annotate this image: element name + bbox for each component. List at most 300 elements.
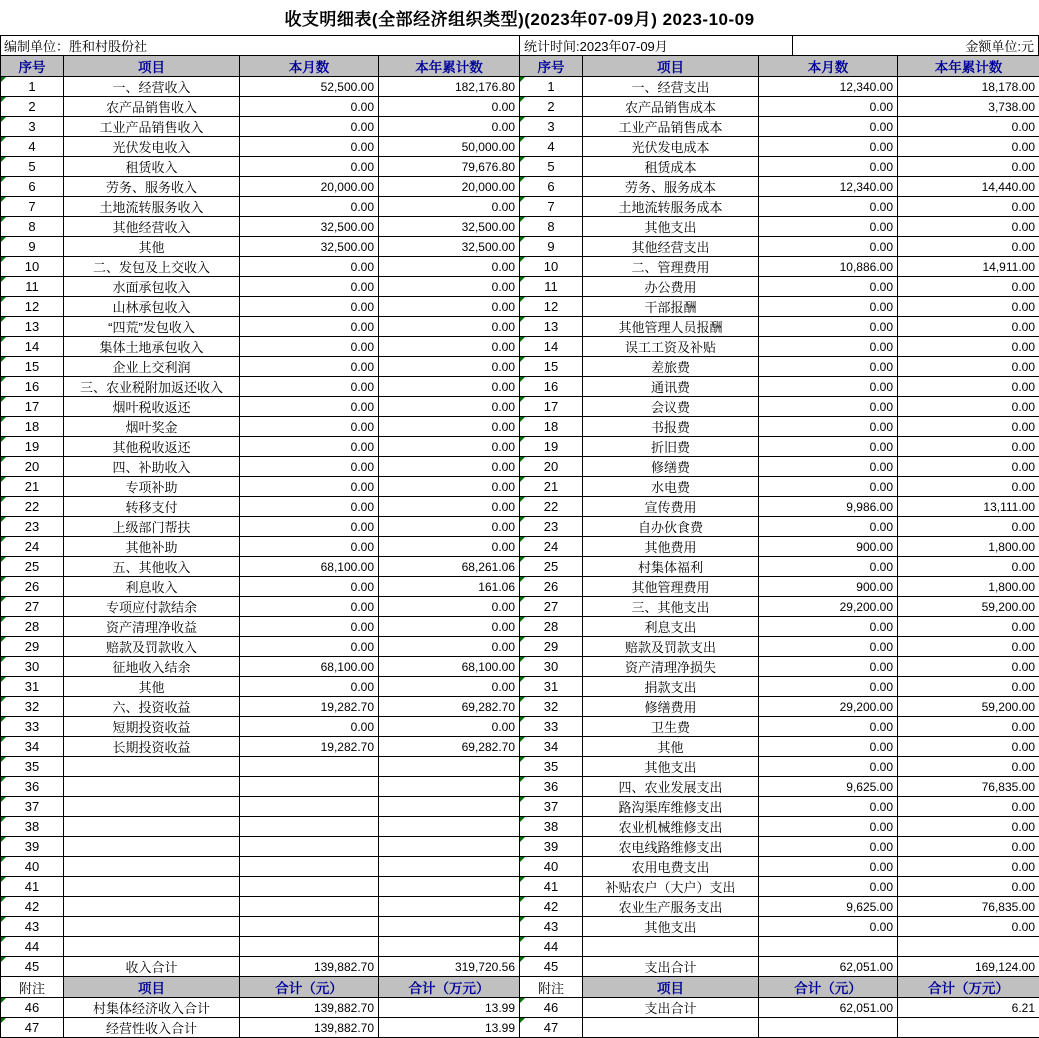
expense-serial-cell[interactable]: 26 (520, 577, 583, 597)
expense-serial-cell[interactable]: 14 (520, 337, 583, 357)
expense-year-cell[interactable]: 0.00 (898, 717, 1039, 737)
expense-month-cell[interactable]: 29,200.00 (759, 697, 898, 717)
expense-serial-cell[interactable]: 6 (520, 177, 583, 197)
expense-year-cell[interactable]: 0.00 (898, 437, 1039, 457)
income-month-cell[interactable] (240, 777, 379, 797)
expense-item-cell[interactable]: 其他支出 (583, 917, 759, 937)
expense-item-cell[interactable]: 自办伙食费 (583, 517, 759, 537)
expense-serial-cell[interactable]: 2 (520, 97, 583, 117)
expense-year-cell[interactable]: 14,911.00 (898, 257, 1039, 277)
expense-month-cell[interactable]: 62,051.00 (759, 957, 898, 977)
income-month-cell[interactable] (240, 897, 379, 917)
expense-serial-cell[interactable]: 22 (520, 497, 583, 517)
income-month-cell[interactable]: 0.00 (240, 137, 379, 157)
income-item-cell[interactable] (64, 877, 240, 897)
income-serial-cell[interactable]: 41 (1, 877, 64, 897)
expense-year-cell[interactable]: 0.00 (898, 837, 1039, 857)
expense-year-cell[interactable]: 1,800.00 (898, 537, 1039, 557)
income-month-cell[interactable]: 0.00 (240, 317, 379, 337)
expense-serial-cell[interactable]: 44 (520, 937, 583, 957)
expense-total-wan-cell[interactable]: 6.21 (898, 998, 1039, 1018)
expense-serial-cell[interactable]: 27 (520, 597, 583, 617)
expense-serial-cell[interactable]: 47 (520, 1018, 583, 1038)
income-serial-cell[interactable]: 45 (1, 957, 64, 977)
income-total-wan-cell[interactable]: 13.99 (379, 1018, 520, 1038)
expense-year-cell[interactable]: 0.00 (898, 477, 1039, 497)
expense-item-cell[interactable]: 赔款及罚款支出 (583, 637, 759, 657)
income-serial-cell[interactable]: 47 (1, 1018, 64, 1038)
income-month-cell[interactable]: 0.00 (240, 517, 379, 537)
income-year-cell[interactable]: 0.00 (379, 517, 520, 537)
income-month-cell[interactable] (240, 877, 379, 897)
expense-month-cell[interactable]: 10,886.00 (759, 257, 898, 277)
expense-item-cell[interactable]: 卫生费 (583, 717, 759, 737)
income-item-cell[interactable]: 劳务、服务收入 (64, 177, 240, 197)
income-month-cell[interactable] (240, 937, 379, 957)
income-year-cell[interactable]: 0.00 (379, 477, 520, 497)
expense-year-cell[interactable]: 76,835.00 (898, 897, 1039, 917)
expense-month-cell[interactable]: 0.00 (759, 797, 898, 817)
income-month-cell[interactable]: 32,500.00 (240, 237, 379, 257)
expense-year-cell[interactable]: 0.00 (898, 157, 1039, 177)
income-year-cell[interactable] (379, 937, 520, 957)
expense-serial-cell[interactable]: 34 (520, 737, 583, 757)
income-year-cell[interactable]: 0.00 (379, 377, 520, 397)
income-item-cell[interactable]: 资产清理净收益 (64, 617, 240, 637)
income-month-cell[interactable] (240, 817, 379, 837)
expense-item-cell[interactable]: 水电费 (583, 477, 759, 497)
expense-serial-cell[interactable]: 21 (520, 477, 583, 497)
expense-month-cell[interactable]: 0.00 (759, 877, 898, 897)
income-serial-cell[interactable]: 3 (1, 117, 64, 137)
expense-month-cell[interactable]: 0.00 (759, 297, 898, 317)
income-year-cell[interactable]: 69,282.70 (379, 737, 520, 757)
expense-serial-cell[interactable]: 42 (520, 897, 583, 917)
income-item-cell[interactable] (64, 897, 240, 917)
income-serial-cell[interactable]: 17 (1, 397, 64, 417)
expense-item-cell[interactable]: 其他经营支出 (583, 237, 759, 257)
expense-year-cell[interactable]: 0.00 (898, 417, 1039, 437)
income-item-cell[interactable]: 山林承包收入 (64, 297, 240, 317)
income-serial-cell[interactable]: 42 (1, 897, 64, 917)
income-year-cell[interactable] (379, 917, 520, 937)
expense-total-yuan-cell[interactable]: 62,051.00 (759, 998, 898, 1018)
expense-item-cell[interactable] (583, 1018, 759, 1038)
expense-item-cell[interactable]: 劳务、服务成本 (583, 177, 759, 197)
expense-year-cell[interactable]: 0.00 (898, 357, 1039, 377)
expense-item-cell[interactable]: 农业生产服务支出 (583, 897, 759, 917)
expense-month-cell[interactable]: 0.00 (759, 237, 898, 257)
expense-month-cell[interactable]: 0.00 (759, 317, 898, 337)
income-item-cell[interactable]: 其他税收返还 (64, 437, 240, 457)
income-month-cell[interactable] (240, 837, 379, 857)
expense-item-cell[interactable]: 农业机械维修支出 (583, 817, 759, 837)
income-item-cell[interactable] (64, 757, 240, 777)
expense-month-cell[interactable]: 0.00 (759, 717, 898, 737)
income-item-cell[interactable]: 四、补助收入 (64, 457, 240, 477)
income-item-cell[interactable]: 土地流转服务收入 (64, 197, 240, 217)
income-month-cell[interactable]: 0.00 (240, 337, 379, 357)
income-item-cell[interactable]: 企业上交利润 (64, 357, 240, 377)
income-serial-cell[interactable]: 13 (1, 317, 64, 337)
expense-month-cell[interactable]: 0.00 (759, 917, 898, 937)
expense-item-cell[interactable]: 捐款支出 (583, 677, 759, 697)
income-year-cell[interactable]: 0.00 (379, 337, 520, 357)
income-item-cell[interactable]: 征地收入结余 (64, 657, 240, 677)
income-item-cell[interactable] (64, 777, 240, 797)
expense-serial-cell[interactable]: 3 (520, 117, 583, 137)
income-serial-cell[interactable]: 44 (1, 937, 64, 957)
income-serial-cell[interactable]: 43 (1, 917, 64, 937)
expense-year-cell[interactable]: 0.00 (898, 457, 1039, 477)
expense-year-cell[interactable]: 0.00 (898, 397, 1039, 417)
income-month-cell[interactable]: 0.00 (240, 257, 379, 277)
income-serial-cell[interactable]: 31 (1, 677, 64, 697)
expense-item-cell[interactable]: 路沟渠库维修支出 (583, 797, 759, 817)
expense-serial-cell[interactable]: 43 (520, 917, 583, 937)
income-serial-cell[interactable]: 6 (1, 177, 64, 197)
expense-month-cell[interactable]: 0.00 (759, 397, 898, 417)
expense-serial-cell[interactable]: 45 (520, 957, 583, 977)
income-month-cell[interactable]: 0.00 (240, 97, 379, 117)
income-month-cell[interactable]: 0.00 (240, 597, 379, 617)
expense-month-cell[interactable]: 0.00 (759, 517, 898, 537)
income-item-cell[interactable]: 转移支付 (64, 497, 240, 517)
income-year-cell[interactable]: 68,261.06 (379, 557, 520, 577)
income-item-cell[interactable]: 集体土地承包收入 (64, 337, 240, 357)
income-year-cell[interactable]: 319,720.56 (379, 957, 520, 977)
income-serial-cell[interactable]: 16 (1, 377, 64, 397)
expense-serial-cell[interactable]: 4 (520, 137, 583, 157)
expense-item-cell[interactable]: 农产品销售成本 (583, 97, 759, 117)
expense-item-cell[interactable]: 资产清理净损失 (583, 657, 759, 677)
expense-month-cell[interactable]: 900.00 (759, 537, 898, 557)
income-item-cell[interactable] (64, 797, 240, 817)
expense-serial-cell[interactable]: 18 (520, 417, 583, 437)
income-item-cell[interactable]: 水面承包收入 (64, 277, 240, 297)
expense-item-cell[interactable]: 农电线路维修支出 (583, 837, 759, 857)
income-serial-cell[interactable]: 27 (1, 597, 64, 617)
expense-item-cell[interactable]: 支出合计 (583, 998, 759, 1018)
expense-serial-cell[interactable]: 46 (520, 998, 583, 1018)
expense-item-cell[interactable] (583, 937, 759, 957)
expense-year-cell[interactable]: 3,738.00 (898, 97, 1039, 117)
income-year-cell[interactable] (379, 817, 520, 837)
expense-month-cell[interactable]: 0.00 (759, 837, 898, 857)
expense-item-cell[interactable]: 修缮费用 (583, 697, 759, 717)
expense-year-cell[interactable]: 0.00 (898, 677, 1039, 697)
expense-year-cell[interactable]: 0.00 (898, 617, 1039, 637)
income-year-cell[interactable]: 0.00 (379, 197, 520, 217)
expense-serial-cell[interactable]: 35 (520, 757, 583, 777)
income-serial-cell[interactable]: 28 (1, 617, 64, 637)
income-serial-cell[interactable]: 34 (1, 737, 64, 757)
expense-year-cell[interactable]: 0.00 (898, 197, 1039, 217)
income-year-cell[interactable]: 0.00 (379, 677, 520, 697)
expense-serial-cell[interactable]: 5 (520, 157, 583, 177)
income-month-cell[interactable]: 68,100.00 (240, 657, 379, 677)
income-item-cell[interactable]: 短期投资收益 (64, 717, 240, 737)
expense-year-cell[interactable]: 0.00 (898, 637, 1039, 657)
income-year-cell[interactable]: 0.00 (379, 437, 520, 457)
expense-month-cell[interactable]: 0.00 (759, 357, 898, 377)
income-serial-cell[interactable]: 21 (1, 477, 64, 497)
income-item-cell[interactable]: 长期投资收益 (64, 737, 240, 757)
income-serial-cell[interactable]: 40 (1, 857, 64, 877)
income-serial-cell[interactable]: 39 (1, 837, 64, 857)
income-serial-cell[interactable]: 23 (1, 517, 64, 537)
income-year-cell[interactable]: 0.00 (379, 537, 520, 557)
income-year-cell[interactable] (379, 837, 520, 857)
expense-serial-cell[interactable]: 41 (520, 877, 583, 897)
expense-year-cell[interactable]: 0.00 (898, 557, 1039, 577)
expense-serial-cell[interactable]: 13 (520, 317, 583, 337)
expense-item-cell[interactable]: 误工工资及补贴 (583, 337, 759, 357)
expense-month-cell[interactable]: 0.00 (759, 637, 898, 657)
income-year-cell[interactable]: 0.00 (379, 417, 520, 437)
expense-item-cell[interactable]: 书报费 (583, 417, 759, 437)
income-year-cell[interactable]: 0.00 (379, 717, 520, 737)
expense-serial-cell[interactable]: 15 (520, 357, 583, 377)
income-item-cell[interactable]: 上级部门帮扶 (64, 517, 240, 537)
income-serial-cell[interactable]: 19 (1, 437, 64, 457)
expense-serial-cell[interactable]: 30 (520, 657, 583, 677)
expense-serial-cell[interactable]: 33 (520, 717, 583, 737)
income-month-cell[interactable] (240, 757, 379, 777)
income-item-cell[interactable]: 经营性收入合计 (64, 1018, 240, 1038)
expense-month-cell[interactable]: 0.00 (759, 657, 898, 677)
expense-month-cell[interactable]: 0.00 (759, 117, 898, 137)
income-month-cell[interactable] (240, 917, 379, 937)
income-month-cell[interactable]: 20,000.00 (240, 177, 379, 197)
income-year-cell[interactable]: 79,676.80 (379, 157, 520, 177)
income-serial-cell[interactable]: 8 (1, 217, 64, 237)
expense-item-cell[interactable]: 折旧费 (583, 437, 759, 457)
expense-serial-cell[interactable]: 29 (520, 637, 583, 657)
income-item-cell[interactable]: 专项应付款结余 (64, 597, 240, 617)
expense-year-cell[interactable]: 0.00 (898, 217, 1039, 237)
income-serial-cell[interactable]: 35 (1, 757, 64, 777)
income-item-cell[interactable] (64, 817, 240, 837)
expense-item-cell[interactable]: 租赁成本 (583, 157, 759, 177)
income-month-cell[interactable]: 0.00 (240, 537, 379, 557)
income-month-cell[interactable] (240, 857, 379, 877)
expense-item-cell[interactable]: 办公费用 (583, 277, 759, 297)
expense-year-cell[interactable]: 76,835.00 (898, 777, 1039, 797)
income-month-cell[interactable]: 19,282.70 (240, 697, 379, 717)
income-serial-cell[interactable]: 38 (1, 817, 64, 837)
expense-month-cell[interactable]: 29,200.00 (759, 597, 898, 617)
income-serial-cell[interactable]: 46 (1, 998, 64, 1018)
expense-month-cell[interactable]: 0.00 (759, 457, 898, 477)
expense-month-cell[interactable]: 0.00 (759, 197, 898, 217)
income-item-cell[interactable]: 其他补助 (64, 537, 240, 557)
income-item-cell[interactable]: 其他 (64, 677, 240, 697)
income-month-cell[interactable]: 0.00 (240, 497, 379, 517)
expense-item-cell[interactable]: 通讯费 (583, 377, 759, 397)
income-year-cell[interactable]: 32,500.00 (379, 217, 520, 237)
income-month-cell[interactable]: 0.00 (240, 157, 379, 177)
income-year-cell[interactable] (379, 797, 520, 817)
expense-month-cell[interactable]: 9,625.00 (759, 777, 898, 797)
income-serial-cell[interactable]: 9 (1, 237, 64, 257)
income-serial-cell[interactable]: 15 (1, 357, 64, 377)
expense-month-cell[interactable]: 0.00 (759, 617, 898, 637)
expense-year-cell[interactable]: 18,178.00 (898, 77, 1039, 97)
income-item-cell[interactable]: 工业产品销售收入 (64, 117, 240, 137)
income-serial-cell[interactable]: 36 (1, 777, 64, 797)
income-month-cell[interactable]: 32,500.00 (240, 217, 379, 237)
income-year-cell[interactable] (379, 877, 520, 897)
income-year-cell[interactable]: 0.00 (379, 117, 520, 137)
expense-year-cell[interactable]: 59,200.00 (898, 697, 1039, 717)
expense-serial-cell[interactable]: 17 (520, 397, 583, 417)
income-month-cell[interactable]: 52,500.00 (240, 77, 379, 97)
expense-year-cell[interactable]: 0.00 (898, 117, 1039, 137)
income-serial-cell[interactable]: 4 (1, 137, 64, 157)
expense-year-cell[interactable]: 0.00 (898, 237, 1039, 257)
income-serial-cell[interactable]: 24 (1, 537, 64, 557)
income-item-cell[interactable]: 烟叶税收返还 (64, 397, 240, 417)
income-item-cell[interactable]: 五、其他收入 (64, 557, 240, 577)
expense-month-cell[interactable]: 0.00 (759, 137, 898, 157)
income-month-cell[interactable]: 68,100.00 (240, 557, 379, 577)
expense-item-cell[interactable]: 工业产品销售成本 (583, 117, 759, 137)
expense-month-cell[interactable]: 900.00 (759, 577, 898, 597)
income-year-cell[interactable] (379, 777, 520, 797)
expense-item-cell[interactable]: 村集体福利 (583, 557, 759, 577)
income-item-cell[interactable]: 六、投资收益 (64, 697, 240, 717)
expense-serial-cell[interactable]: 1 (520, 77, 583, 97)
income-item-cell[interactable]: 其他经营收入 (64, 217, 240, 237)
expense-serial-cell[interactable]: 16 (520, 377, 583, 397)
expense-item-cell[interactable]: 干部报酬 (583, 297, 759, 317)
expense-year-cell[interactable]: 0.00 (898, 797, 1039, 817)
expense-year-cell[interactable]: 0.00 (898, 137, 1039, 157)
income-serial-cell[interactable]: 22 (1, 497, 64, 517)
expense-serial-cell[interactable]: 19 (520, 437, 583, 457)
expense-year-cell[interactable]: 0.00 (898, 737, 1039, 757)
income-serial-cell[interactable]: 18 (1, 417, 64, 437)
expense-item-cell[interactable]: 其他 (583, 737, 759, 757)
expense-item-cell[interactable]: 其他管理费用 (583, 577, 759, 597)
income-year-cell[interactable]: 50,000.00 (379, 137, 520, 157)
income-year-cell[interactable] (379, 897, 520, 917)
income-serial-cell[interactable]: 37 (1, 797, 64, 817)
expense-serial-cell[interactable]: 8 (520, 217, 583, 237)
income-year-cell[interactable] (379, 857, 520, 877)
expense-item-cell[interactable]: 其他支出 (583, 757, 759, 777)
expense-serial-cell[interactable]: 39 (520, 837, 583, 857)
expense-item-cell[interactable]: 宣传费用 (583, 497, 759, 517)
expense-month-cell[interactable]: 0.00 (759, 377, 898, 397)
income-serial-cell[interactable]: 5 (1, 157, 64, 177)
expense-serial-cell[interactable]: 31 (520, 677, 583, 697)
income-serial-cell[interactable]: 33 (1, 717, 64, 737)
expense-serial-cell[interactable]: 25 (520, 557, 583, 577)
expense-item-cell[interactable]: 一、经营支出 (583, 77, 759, 97)
expense-year-cell[interactable]: 0.00 (898, 657, 1039, 677)
income-year-cell[interactable] (379, 757, 520, 777)
income-serial-cell[interactable]: 14 (1, 337, 64, 357)
income-month-cell[interactable]: 0.00 (240, 417, 379, 437)
income-year-cell[interactable]: 0.00 (379, 257, 520, 277)
expense-month-cell[interactable]: 12,340.00 (759, 177, 898, 197)
expense-serial-cell[interactable]: 38 (520, 817, 583, 837)
income-year-cell[interactable]: 161.06 (379, 577, 520, 597)
expense-month-cell[interactable]: 0.00 (759, 437, 898, 457)
income-month-cell[interactable]: 19,282.70 (240, 737, 379, 757)
income-year-cell[interactable]: 68,100.00 (379, 657, 520, 677)
expense-item-cell[interactable]: 农用电费支出 (583, 857, 759, 877)
expense-item-cell[interactable]: 其他管理人员报酬 (583, 317, 759, 337)
income-year-cell[interactable]: 20,000.00 (379, 177, 520, 197)
expense-month-cell[interactable]: 0.00 (759, 677, 898, 697)
income-year-cell[interactable]: 0.00 (379, 397, 520, 417)
expense-month-cell[interactable]: 0.00 (759, 157, 898, 177)
expense-total-yuan-cell[interactable] (759, 1018, 898, 1038)
income-year-cell[interactable]: 0.00 (379, 457, 520, 477)
expense-serial-cell[interactable]: 7 (520, 197, 583, 217)
expense-serial-cell[interactable]: 12 (520, 297, 583, 317)
expense-month-cell[interactable]: 0.00 (759, 417, 898, 437)
expense-year-cell[interactable]: 13,111.00 (898, 497, 1039, 517)
income-serial-cell[interactable]: 1 (1, 77, 64, 97)
expense-year-cell[interactable]: 14,440.00 (898, 177, 1039, 197)
income-serial-cell[interactable]: 26 (1, 577, 64, 597)
expense-year-cell[interactable]: 0.00 (898, 817, 1039, 837)
income-serial-cell[interactable]: 7 (1, 197, 64, 217)
expense-month-cell[interactable]: 0.00 (759, 97, 898, 117)
expense-year-cell[interactable]: 0.00 (898, 277, 1039, 297)
income-item-cell[interactable]: 收入合计 (64, 957, 240, 977)
expense-month-cell[interactable]: 0.00 (759, 277, 898, 297)
expense-year-cell[interactable]: 0.00 (898, 317, 1039, 337)
expense-item-cell[interactable]: 补贴农户（大户）支出 (583, 877, 759, 897)
expense-month-cell[interactable]: 9,986.00 (759, 497, 898, 517)
expense-month-cell[interactable]: 0.00 (759, 737, 898, 757)
expense-year-cell[interactable]: 0.00 (898, 877, 1039, 897)
expense-serial-cell[interactable]: 24 (520, 537, 583, 557)
income-item-cell[interactable]: 租赁收入 (64, 157, 240, 177)
income-month-cell[interactable]: 0.00 (240, 677, 379, 697)
income-item-cell[interactable] (64, 857, 240, 877)
expense-item-cell[interactable]: 四、农业发展支出 (583, 777, 759, 797)
expense-serial-cell[interactable]: 9 (520, 237, 583, 257)
expense-year-cell[interactable]: 0.00 (898, 377, 1039, 397)
income-item-cell[interactable]: “四荒”发包收入 (64, 317, 240, 337)
income-total-wan-cell[interactable]: 13.99 (379, 998, 520, 1018)
income-serial-cell[interactable]: 20 (1, 457, 64, 477)
income-serial-cell[interactable]: 25 (1, 557, 64, 577)
expense-month-cell[interactable] (759, 937, 898, 957)
income-item-cell[interactable]: 利息收入 (64, 577, 240, 597)
income-month-cell[interactable]: 0.00 (240, 197, 379, 217)
expense-item-cell[interactable]: 利息支出 (583, 617, 759, 637)
income-year-cell[interactable]: 69,282.70 (379, 697, 520, 717)
income-year-cell[interactable]: 0.00 (379, 597, 520, 617)
income-serial-cell[interactable]: 2 (1, 97, 64, 117)
income-serial-cell[interactable]: 30 (1, 657, 64, 677)
expense-year-cell[interactable]: 0.00 (898, 857, 1039, 877)
expense-serial-cell[interactable]: 40 (520, 857, 583, 877)
expense-item-cell[interactable]: 其他费用 (583, 537, 759, 557)
expense-item-cell[interactable]: 修缮费 (583, 457, 759, 477)
expense-serial-cell[interactable]: 10 (520, 257, 583, 277)
income-year-cell[interactable]: 0.00 (379, 617, 520, 637)
expense-year-cell[interactable]: 1,800.00 (898, 577, 1039, 597)
expense-item-cell[interactable]: 光伏发电成本 (583, 137, 759, 157)
